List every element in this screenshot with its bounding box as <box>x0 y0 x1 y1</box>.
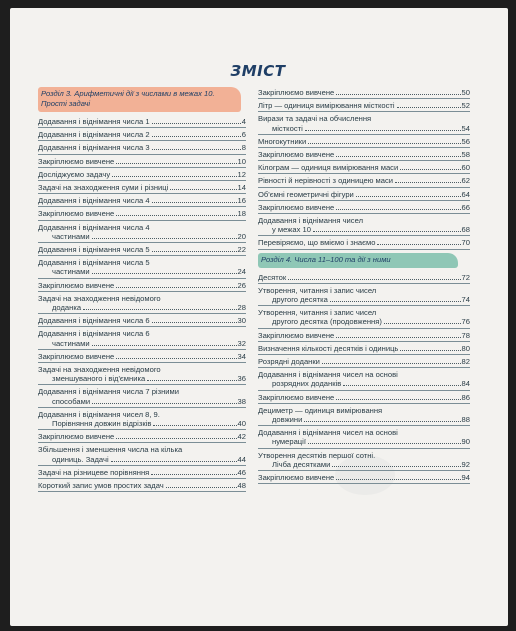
dot-leader <box>92 273 237 274</box>
dot-leader <box>92 238 237 239</box>
toc-entry <box>38 194 246 207</box>
right-entries-top <box>258 86 470 250</box>
toc-page-number: 62 <box>461 176 470 186</box>
toc-page-number: 36 <box>237 374 246 384</box>
dot-leader <box>304 421 460 422</box>
dot-leader <box>384 323 461 324</box>
dot-leader <box>400 350 460 351</box>
dot-leader <box>336 156 460 157</box>
toc-entry-title: Закріплюємо вивчене <box>258 202 335 212</box>
toc-entry-title: Лічба десятками <box>272 459 331 469</box>
toc-entry-title: Рівності й нерівності з одиницею маси <box>258 176 394 186</box>
toc-page-number: 92 <box>461 459 470 469</box>
toc-page-number: 12 <box>237 169 246 179</box>
dot-leader <box>83 309 236 310</box>
toc-entry <box>258 368 470 390</box>
toc-entry-title: Закріплюємо вивчене <box>258 150 335 160</box>
toc-entry <box>38 141 246 154</box>
toc-page-number: 86 <box>461 392 470 402</box>
toc-entry-title: Розрядні доданки <box>258 357 320 367</box>
toc-entry-title-line: Вирази та задачі на обчислення <box>258 114 372 124</box>
toc-page-number: 8 <box>241 143 246 153</box>
toc-entry <box>38 243 246 256</box>
toc-entry-title-line: Задачі на знаходження невідомого <box>38 293 161 303</box>
toc-entry-title: Закріплюємо вивчене <box>258 330 335 340</box>
toc-entry <box>38 385 246 407</box>
toc-entry-title-line: Додавання і віднімання чисел на основі <box>258 428 398 438</box>
dot-leader <box>151 474 236 475</box>
toc-entry-title-line: Утворення, читання і запис чисел <box>258 285 377 295</box>
dot-leader <box>400 169 460 170</box>
toc-entry-title: Літр — одиниця вимірювання місткості <box>258 101 395 111</box>
toc-entry <box>38 314 246 327</box>
toc-entry-title-line: Збільшення і зменшення числа на кілька <box>38 445 183 455</box>
toc-page-number: 74 <box>461 295 470 305</box>
toc-entry <box>258 342 470 355</box>
dot-leader <box>116 163 236 164</box>
toc-entry <box>258 306 470 328</box>
dot-leader <box>92 345 237 346</box>
toc-page-number: 22 <box>237 245 246 255</box>
toc-entry-title: Додавання і віднімання числа 4 <box>38 196 150 206</box>
dot-leader <box>308 143 460 144</box>
toc-entry-title: Задачі на знаходження суми і різниці <box>38 183 169 193</box>
toc-entry <box>258 99 470 112</box>
section-4-header: Розділ 4. Числа 11–100 та дії з ними <box>258 253 458 268</box>
toc-entry-title: доданка <box>52 303 82 313</box>
toc-entry <box>38 168 246 181</box>
toc-entry <box>258 236 470 249</box>
toc-page-number: 76 <box>461 317 470 327</box>
dot-leader <box>116 358 236 359</box>
toc-entry-title: Задачі на різницеве порівняння <box>38 467 150 477</box>
toc-page-number: 60 <box>461 163 470 173</box>
contents-right-column <box>258 86 470 484</box>
toc-entry-title: місткості <box>272 123 303 133</box>
dot-leader <box>332 466 460 467</box>
toc-entry-title-line: Додавання і віднімання чисел на основі <box>258 370 398 380</box>
toc-entry <box>258 214 470 236</box>
toc-entry <box>38 155 246 168</box>
toc-entry <box>38 181 246 194</box>
dot-leader <box>288 279 460 280</box>
toc-entry-title: зменшуваного і від'ємника <box>52 374 146 384</box>
section-3-header: Розділ 3. Арифметичні дії з числами в межах 10. Прості задачі <box>38 87 241 112</box>
toc-entry <box>38 207 246 220</box>
toc-page-number: 34 <box>237 351 246 361</box>
toc-entry-title: Короткий запис умов простих задач <box>38 481 164 491</box>
toc-entry <box>258 112 470 134</box>
dot-leader <box>152 123 241 124</box>
toc-page-number: 82 <box>461 357 470 367</box>
toc-page-number: 6 <box>241 130 246 140</box>
toc-entry-title-line: Утворення десятків першої сотні. <box>258 450 376 460</box>
toc-entry-title-line: Додавання і віднімання числа 6 <box>38 329 150 339</box>
toc-entry-title-line: Додавання і віднімання числа 4 <box>38 222 150 232</box>
toc-entry <box>258 271 470 284</box>
dot-leader <box>147 380 236 381</box>
toc-page-number: 16 <box>237 196 246 206</box>
toc-entry-title-line: Задачі на знаходження невідомого <box>38 365 161 375</box>
toc-entry-title-line: Утворення, читання і запис чисел <box>258 308 377 318</box>
dot-leader <box>112 176 236 177</box>
toc-page-number: 18 <box>237 209 246 219</box>
toc-entry <box>38 430 246 443</box>
toc-entry-title: другого десятка <box>272 295 328 305</box>
toc-entry <box>258 86 470 99</box>
toc-entry <box>258 391 470 404</box>
toc-page-number: 28 <box>237 303 246 313</box>
toc-entry <box>38 408 246 430</box>
dot-leader <box>116 438 236 439</box>
toc-entry-title: Додавання і віднімання числа 3 <box>38 143 150 153</box>
dot-leader <box>111 461 237 462</box>
dot-leader <box>152 136 241 137</box>
toc-entry-title: Многокутники <box>258 136 307 146</box>
dot-leader <box>116 215 236 216</box>
toc-page-number: 94 <box>461 473 470 483</box>
toc-entry-title: способами <box>52 396 91 406</box>
toc-entry <box>38 466 246 479</box>
toc-page-number: 46 <box>237 467 246 477</box>
toc-entry <box>38 256 246 278</box>
toc-entry-title: Закріплюємо вивчене <box>38 280 115 290</box>
toc-page-number: 70 <box>461 238 470 248</box>
toc-page-number: 14 <box>237 183 246 193</box>
dot-leader <box>330 301 461 302</box>
toc-entry-title: Визначення кількості десятків і одиниць <box>258 343 399 353</box>
toc-page-number: 44 <box>237 454 246 464</box>
dot-leader <box>153 425 236 426</box>
toc-page-number: 78 <box>461 330 470 340</box>
toc-page-number: 88 <box>461 415 470 425</box>
toc-entry <box>38 363 246 385</box>
toc-entry <box>258 449 470 471</box>
dot-leader <box>152 202 237 203</box>
toc-page-number: 26 <box>237 280 246 290</box>
toc-entry <box>38 115 246 128</box>
dot-leader <box>336 479 460 480</box>
toc-page-number: 48 <box>237 481 246 491</box>
toc-entry <box>258 355 470 368</box>
toc-entry <box>38 350 246 363</box>
toc-entry <box>38 327 246 349</box>
toc-entry-title: довжини <box>272 415 303 425</box>
toc-page-number: 58 <box>461 150 470 160</box>
toc-page-number: 56 <box>461 136 470 146</box>
dot-leader <box>336 209 460 210</box>
dot-leader <box>152 322 237 323</box>
toc-entry-title: Об'ємні геометричні фігури <box>258 189 354 199</box>
toc-entry <box>258 135 470 148</box>
toc-entry <box>38 279 246 292</box>
toc-page-number: 90 <box>461 437 470 447</box>
toc-entry-title: Додавання і віднімання числа 2 <box>38 130 150 140</box>
toc-page-number: 4 <box>241 117 246 126</box>
toc-entry-title: другого десятка (продовження) <box>272 317 382 327</box>
toc-entry <box>38 479 246 492</box>
toc-entry-title: Десяток <box>258 272 287 282</box>
toc-entry <box>258 148 470 161</box>
toc-page-number: 54 <box>461 123 470 133</box>
dot-leader <box>322 363 461 364</box>
toc-entry-title-line: Додавання і віднімання чисел <box>258 216 363 226</box>
toc-page-number: 66 <box>461 202 470 212</box>
toc-page-number: 50 <box>461 88 470 97</box>
left-entries <box>38 115 246 492</box>
toc-entry <box>258 161 470 174</box>
dot-leader <box>336 399 460 400</box>
toc-page-number: 30 <box>237 316 246 326</box>
dot-leader <box>336 94 460 95</box>
toc-entry-title: Закріплюємо вивчене <box>38 432 115 442</box>
dot-leader <box>356 196 461 197</box>
toc-entry-title: Додавання і віднімання числа 5 <box>38 245 150 255</box>
toc-entry <box>258 404 470 426</box>
toc-entry-title: Закріплюємо вивчене <box>258 392 335 402</box>
toc-page-number: 40 <box>237 419 246 429</box>
dot-leader <box>305 130 461 131</box>
toc-entry <box>258 471 470 484</box>
toc-page-number: 38 <box>237 396 246 406</box>
toc-entry-title: Закріплюємо вивчене <box>38 209 115 219</box>
toc-entry <box>258 201 470 214</box>
toc-entry-title: Закріплюємо вивчене <box>38 156 115 166</box>
toc-entry-title: розрядних доданків <box>272 379 342 389</box>
toc-entry-title: Закріплюємо вивчене <box>38 351 115 361</box>
page-title: ЗМІСТ <box>230 62 286 80</box>
dot-leader <box>166 487 237 488</box>
toc-page-number: 24 <box>237 267 246 277</box>
toc-entry <box>38 443 246 465</box>
toc-page-number: 80 <box>461 343 470 353</box>
dot-leader <box>170 189 236 190</box>
toc-entry <box>38 221 246 243</box>
dot-leader <box>116 287 236 288</box>
toc-entry-title: Досліджуємо задачу <box>38 169 111 179</box>
dot-leader <box>152 149 241 150</box>
toc-entry-title: частинами <box>52 338 90 348</box>
right-entries-bottom <box>258 271 470 485</box>
toc-entry-title-line: Додавання і віднімання чисел 8, 9. <box>38 409 160 419</box>
toc-entry <box>38 292 246 314</box>
toc-page-number: 52 <box>461 101 470 111</box>
toc-entry <box>38 128 246 141</box>
dot-leader <box>397 107 461 108</box>
toc-entry-title: Додавання і віднімання числа 1 <box>38 117 150 126</box>
toc-entry-title: Закріплюємо вивчене <box>258 88 335 97</box>
toc-entry-title-line: Дециметр — одиниця вимірювання <box>258 405 383 415</box>
toc-page-number: 68 <box>461 225 470 235</box>
toc-entry-title: Порівняння довжин відрізків <box>52 419 152 429</box>
dot-leader <box>377 244 460 245</box>
toc-entry-title: одиниць. Задачі <box>52 454 109 464</box>
contents-left-column <box>38 87 246 492</box>
toc-entry <box>258 426 470 448</box>
toc-entry-title: Додавання і віднімання числа 6 <box>38 316 150 326</box>
toc-page-number: 64 <box>461 189 470 199</box>
toc-page-number: 10 <box>237 156 246 166</box>
toc-entry-title: Кілограм — одиниця вимірювання маси <box>258 163 399 173</box>
dot-leader <box>343 385 460 386</box>
toc-entry-title: частинами <box>52 267 90 277</box>
toc-entry <box>258 284 470 306</box>
toc-entry-title: Перевіряємо, що вміємо і знаємо <box>258 238 376 248</box>
toc-page-number: 84 <box>461 379 470 389</box>
toc-page-number: 20 <box>237 231 246 241</box>
toc-page-number: 42 <box>237 432 246 442</box>
toc-entry <box>258 188 470 201</box>
toc-page-number: 72 <box>461 272 470 282</box>
dot-leader <box>152 251 237 252</box>
toc-entry-title-line: Додавання і віднімання числа 5 <box>38 258 150 268</box>
toc-entry-title: у межах 10 <box>272 225 311 235</box>
toc-entry-title: частинами <box>52 231 90 241</box>
toc-page-number: 32 <box>237 338 246 348</box>
toc-entry <box>258 329 470 342</box>
dot-leader <box>313 231 461 232</box>
toc-entry <box>258 174 470 187</box>
toc-entry-title-line: Додавання і віднімання числа 7 різними <box>38 387 179 397</box>
dot-leader <box>92 403 236 404</box>
dot-leader <box>336 337 460 338</box>
dot-leader <box>395 182 461 183</box>
toc-entry-title: нумерації <box>272 437 306 447</box>
toc-entry-title: Закріплюємо вивчене <box>258 473 335 483</box>
dot-leader <box>308 443 461 444</box>
